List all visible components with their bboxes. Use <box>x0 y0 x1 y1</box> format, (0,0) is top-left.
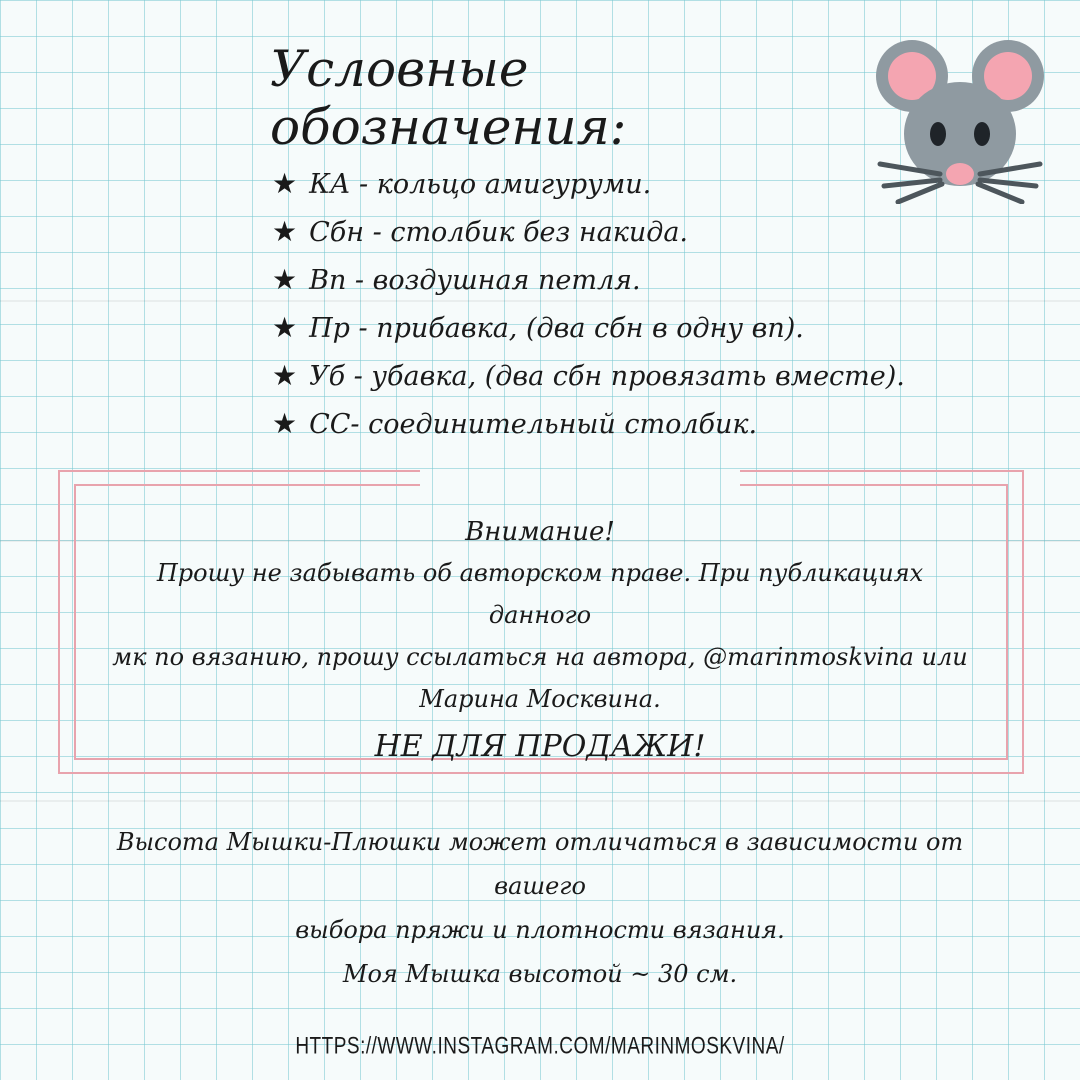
star-icon: ★ <box>272 215 298 248</box>
copyright-notice <box>110 512 970 772</box>
notice-line: Прошу не забывать об авторском праве. При публикациях данного <box>156 559 924 629</box>
page-title: Условные обозначения: <box>270 40 627 156</box>
height-note-line: Высота Мышки-Плюшки может отличаться в зависимости от вашего <box>116 828 964 900</box>
star-icon: ★ <box>272 167 298 200</box>
star-icon: ★ <box>272 263 298 296</box>
not-for-sale-label: НЕ ДЛЯ ПРОДАЖИ! <box>374 729 706 764</box>
star-icon: ★ <box>272 359 298 392</box>
height-note-line: выбора пряжи и плотности вязания. <box>295 916 785 944</box>
star-icon: ★ <box>272 407 298 440</box>
notice-line: мк по вязанию, прошу ссылаться на автора, @marinmoskvina или <box>112 643 968 671</box>
list-item: ★ Сбн - столбик без накида. <box>272 215 689 248</box>
legend-list <box>272 160 905 448</box>
star-icon: ★ <box>272 311 298 344</box>
frame-gap <box>420 462 740 492</box>
list-item: ★ Уб - убавка, (два сбн провязать вместе). <box>272 359 905 392</box>
list-item: ★ СС- соединительный столбик. <box>272 407 758 440</box>
height-note <box>80 820 1000 996</box>
height-note-line: Моя Мышка высотой ~ 30 см. <box>342 960 738 988</box>
notice-title: Внимание! <box>465 517 615 547</box>
list-item: ★ Пр - прибавка, (два сбн в одну вп). <box>272 311 804 344</box>
notice-line: Марина Москвина. <box>419 685 661 713</box>
list-item: ★ Вп - воздушная петля. <box>272 263 641 296</box>
instagram-link[interactable]: HTTPS://WWW.INSTAGRAM.COM/MARINMOSKVINA/ <box>295 1033 785 1060</box>
list-item: ★ КА - кольцо амигуруми. <box>272 167 652 200</box>
